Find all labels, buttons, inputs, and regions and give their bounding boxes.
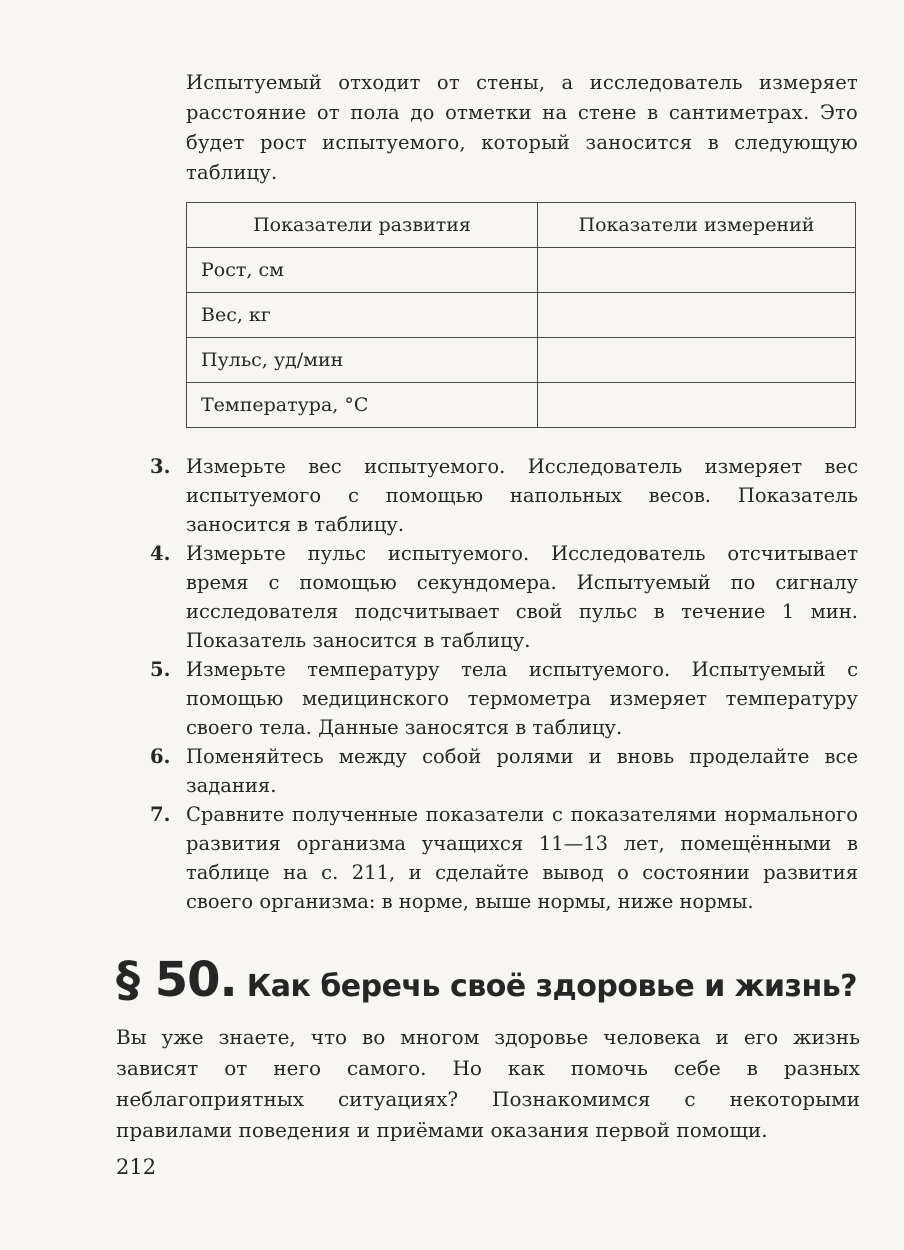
- step-number: 7.: [150, 803, 171, 826]
- step-number: 6.: [150, 745, 171, 768]
- list-item: [150, 742, 858, 800]
- step-number: 3.: [150, 455, 171, 478]
- table-row: [187, 248, 856, 293]
- table-row: [187, 383, 856, 428]
- step-text: Измерьте температуру тела испытуемого. Испытуемый с помощью медицинского термометра измеряет температуру своего тела. Данные заносятся в таблицу.: [186, 658, 858, 739]
- measurement-cell: [538, 383, 856, 428]
- measurement-cell: [538, 293, 856, 338]
- table-header-cell: Показатели измерений: [538, 203, 856, 248]
- table-row: [187, 293, 856, 338]
- step-text: Измерьте пульс испытуемого. Исследователь отсчитывает время с помощью секундомера. Испытуемый по сигналу исследователя подсчитывает свой пульс в течение 1 мин. Показатель заносится в таблицу.: [186, 542, 858, 652]
- step-text: Измерьте вес испытуемого. Исследователь измеряет вес испытуемого с помощью напольных весов. Показатель заносится в таблицу.: [186, 455, 858, 536]
- page-number: 212: [116, 1155, 157, 1179]
- measurement-cell: [538, 248, 856, 293]
- step-number: 4.: [150, 542, 171, 565]
- closing-paragraph: Вы уже знаете, что во многом здоровье человека и его жизнь зависят от него самого. Но как помочь себе в разных неблагоприятных ситуациях? Познакомимся с некоторыми правилами поведения и приёмами оказания первой помощи.: [116, 1025, 860, 1142]
- measurement-cell: [538, 338, 856, 383]
- task-steps-list: [150, 452, 858, 916]
- section-number: § 50.: [116, 952, 237, 1008]
- table-header-cell: Показатели развития: [187, 203, 538, 248]
- indicator-cell: Вес, кг: [187, 293, 538, 338]
- indicator-cell: Рост, см: [187, 248, 538, 293]
- step-text: Сравните полученные показатели с показателями нормального развития организма учащихся 11—13 лет, помещёнными в таблице на с. 211, и сделайте вывод о состоянии развития своего организма: в норме, выше нормы, ниже нормы.: [186, 803, 858, 913]
- intro-paragraph: Испытуемый отходит от стены, а исследователь измеряет расстояние от пола до отметки на стене в сантиметрах. Это будет рост испытуемого, который заносится в следующую таблицу.: [186, 71, 858, 184]
- indicator-cell: Температура, °C: [187, 383, 538, 428]
- step-text: Поменяйтесь между собой ролями и вновь проделайте все задания.: [186, 745, 858, 797]
- list-item: [150, 655, 858, 742]
- list-item: [150, 452, 858, 539]
- list-item: [150, 539, 858, 655]
- indicator-cell: Пульс, уд/мин: [187, 338, 538, 383]
- section-title: Как беречь своё здоровье и жизнь?: [246, 969, 858, 1004]
- table-header-row: [187, 203, 856, 248]
- list-item: [150, 800, 858, 916]
- measurements-table: [186, 202, 856, 428]
- step-number: 5.: [150, 658, 171, 681]
- section-heading: [116, 952, 876, 1008]
- table-row: [187, 338, 856, 383]
